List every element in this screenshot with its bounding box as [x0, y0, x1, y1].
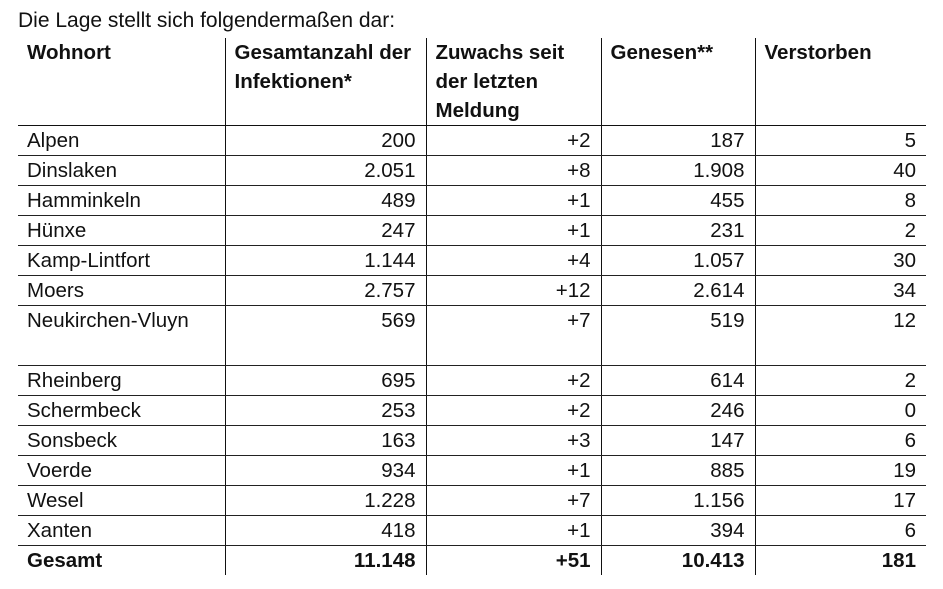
table-row	[18, 486, 926, 516]
header-gesamtanzahl: Gesamtanzahl der Infektionen*	[225, 38, 426, 126]
cell-zuwachs: +4	[426, 246, 601, 276]
cell-verstorben: 6	[755, 426, 926, 456]
cell-genesen: 10.413	[601, 546, 755, 576]
cell-zuwachs: +1	[426, 186, 601, 216]
cell-zuwachs: +2	[426, 366, 601, 396]
cell-gesamtanzahl: 489	[225, 186, 426, 216]
cell-gesamtanzahl: 163	[225, 426, 426, 456]
cell-genesen: 1.057	[601, 246, 755, 276]
table-row	[18, 426, 926, 456]
table-header-row	[18, 38, 926, 126]
table-row	[18, 246, 926, 276]
cell-gesamtanzahl: 934	[225, 456, 426, 486]
cell-gesamtanzahl: 1.228	[225, 486, 426, 516]
cell-verstorben: 19	[755, 456, 926, 486]
cell-verstorben: 2	[755, 216, 926, 246]
table-row	[18, 216, 926, 246]
cell-verstorben: 2	[755, 366, 926, 396]
cell-zuwachs: +1	[426, 216, 601, 246]
cell-wohnort: Alpen	[18, 126, 225, 156]
cell-genesen: 455	[601, 186, 755, 216]
cell-gesamtanzahl: 418	[225, 516, 426, 546]
header-zuwachs: Zuwachs seit der letzten Meldung	[426, 38, 601, 126]
table-row	[18, 456, 926, 486]
cell-verstorben: 6	[755, 516, 926, 546]
cell-gesamtanzahl: 247	[225, 216, 426, 246]
cell-zuwachs: +12	[426, 276, 601, 306]
cell-gesamtanzahl: 2.051	[225, 156, 426, 186]
cell-genesen: 187	[601, 126, 755, 156]
cell-gesamtanzahl: 2.757	[225, 276, 426, 306]
header-genesen: Genesen**	[601, 38, 755, 126]
cell-gesamtanzahl: 695	[225, 366, 426, 396]
cell-gesamtanzahl: 200	[225, 126, 426, 156]
cell-verstorben: 40	[755, 156, 926, 186]
cell-genesen: 2.614	[601, 276, 755, 306]
cell-genesen: 231	[601, 216, 755, 246]
header-wohnort: Wohnort	[18, 38, 225, 126]
cell-zuwachs: +51	[426, 546, 601, 576]
cell-verstorben: 34	[755, 276, 926, 306]
cell-zuwachs: +2	[426, 126, 601, 156]
table-row	[18, 306, 926, 366]
cell-zuwachs: +7	[426, 306, 601, 366]
table-row	[18, 396, 926, 426]
cell-wohnort: Rheinberg	[18, 366, 225, 396]
cell-wohnort: Hamminkeln	[18, 186, 225, 216]
cell-zuwachs: +1	[426, 456, 601, 486]
cell-wohnort: Hünxe	[18, 216, 225, 246]
cell-genesen: 885	[601, 456, 755, 486]
cell-gesamtanzahl: 1.144	[225, 246, 426, 276]
table-row	[18, 126, 926, 156]
cell-zuwachs: +7	[426, 486, 601, 516]
table-row	[18, 516, 926, 546]
cell-wohnort: Neukirchen-Vluyn	[18, 306, 225, 366]
table-row	[18, 276, 926, 306]
cell-genesen: 394	[601, 516, 755, 546]
infection-table	[18, 38, 926, 575]
cell-zuwachs: +2	[426, 396, 601, 426]
cell-wohnort: Kamp-Lintfort	[18, 246, 225, 276]
header-verstorben: Verstorben	[755, 38, 926, 126]
table-row	[18, 366, 926, 396]
table-row	[18, 156, 926, 186]
cell-gesamtanzahl: 11.148	[225, 546, 426, 576]
cell-verstorben: 17	[755, 486, 926, 516]
cell-gesamtanzahl: 253	[225, 396, 426, 426]
cell-verstorben: 5	[755, 126, 926, 156]
cell-zuwachs: +8	[426, 156, 601, 186]
cell-verstorben: 181	[755, 546, 926, 576]
cell-genesen: 519	[601, 306, 755, 366]
cell-genesen: 246	[601, 396, 755, 426]
cell-verstorben: 8	[755, 186, 926, 216]
cell-verstorben: 30	[755, 246, 926, 276]
cell-genesen: 1.908	[601, 156, 755, 186]
cell-genesen: 614	[601, 366, 755, 396]
cell-wohnort: Moers	[18, 276, 225, 306]
cell-zuwachs: +3	[426, 426, 601, 456]
cell-verstorben: 0	[755, 396, 926, 426]
cell-gesamtanzahl: 569	[225, 306, 426, 366]
table-row	[18, 186, 926, 216]
cell-wohnort: Sonsbeck	[18, 426, 225, 456]
cell-zuwachs: +1	[426, 516, 601, 546]
intro-text: Die Lage stellt sich folgendermaßen dar:	[18, 9, 396, 32]
cell-genesen: 1.156	[601, 486, 755, 516]
cell-genesen: 147	[601, 426, 755, 456]
cell-wohnort: Voerde	[18, 456, 225, 486]
cell-wohnort: Wesel	[18, 486, 225, 516]
table-total-row	[18, 546, 926, 576]
cell-wohnort: Dinslaken	[18, 156, 225, 186]
cell-wohnort: Schermbeck	[18, 396, 225, 426]
cell-verstorben: 12	[755, 306, 926, 366]
cell-wohnort: Xanten	[18, 516, 225, 546]
cell-wohnort: Gesamt	[27, 549, 103, 572]
